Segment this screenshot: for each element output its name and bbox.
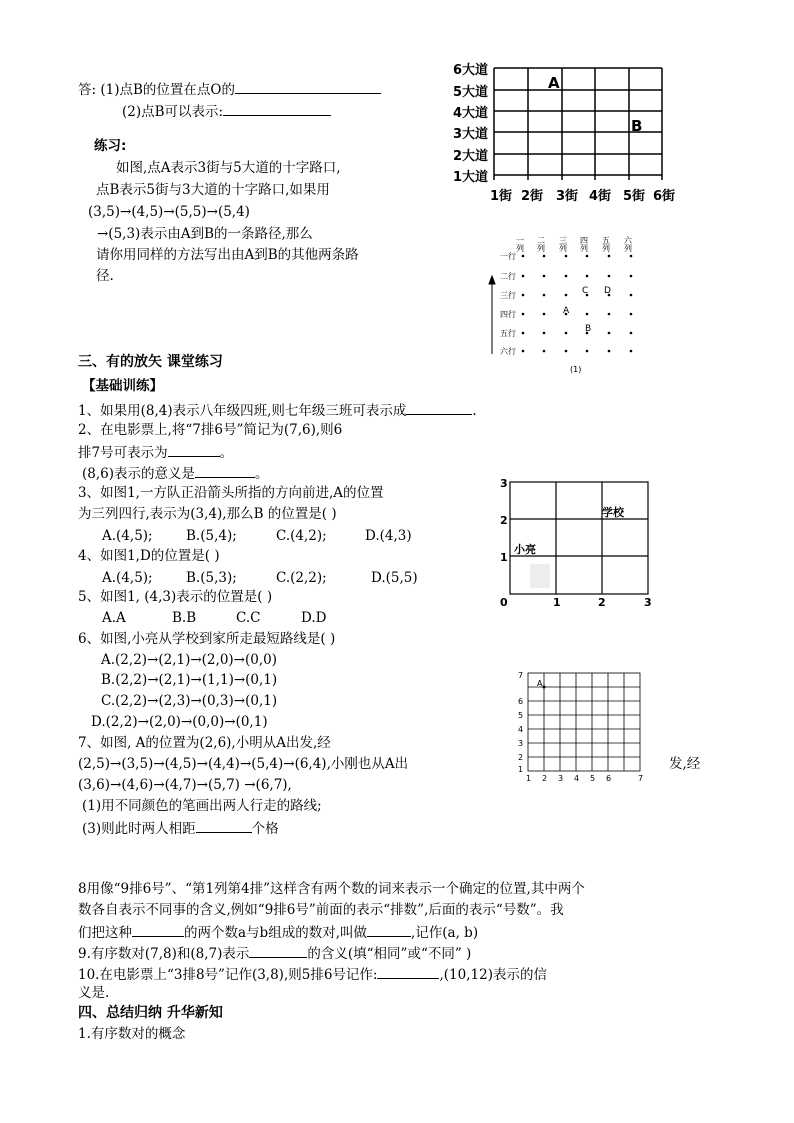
q4-option-d[interactable]: D.(5,5) [371,570,418,586]
q1-end: . [472,403,477,419]
street-point-b: B [631,117,643,135]
dot-grid-figure [486,226,646,376]
dot-grid-caption: (1) [570,365,582,374]
answer-q1: (1)点B的位置在点O的 [100,82,235,98]
q3-line-a: 3、如图1,一方队正沿箭头所指的方向前进,A的位置 [78,485,384,501]
avenue-label-4: 4大道 [453,106,489,121]
small-y-tick-5: 5 [518,711,524,720]
q1-blank[interactable] [406,400,472,415]
dot-grid-point-d: D [604,286,611,296]
q5-option-c[interactable]: C.C [236,610,261,626]
school-y-tick-1: 1 [500,551,508,564]
q2-line-a: 2、在电影票上,将“7排6号”简记为(7,6),则6 [78,422,343,438]
col-label-6: 六列 [623,236,633,252]
q6-option-a[interactable]: A.(2,2)→(2,1)→(2,0)→(0,0) [101,652,277,668]
q4-option-c[interactable]: C.(2,2); [276,570,327,586]
practice-line-4: →(5,3)表示由A到B的一条路径,那么 [97,226,313,242]
col-label-2: 二列 [536,236,546,252]
q2-line-b [78,442,233,462]
small-y-tick-6: 6 [518,697,524,706]
q7-text-e: (3)则此时两人相距 [82,821,196,837]
row-label-6: 六行 [500,347,516,356]
school-x-tick-2: 2 [598,596,606,609]
practice-title: 练习: [94,138,127,154]
street-label-5: 5街 [623,189,646,204]
answer-line-1 [78,79,381,99]
practice-line-2: 点B表示5街与3大道的十字路口,如果用 [96,182,330,198]
small-x-tick-5: 5 [590,774,596,783]
small-grid-figure [512,668,652,786]
q10-text-a: 10.在电影票上“3排8号”记作(3,8),则5排6号记作: [78,967,378,983]
q7-line-b: (2,5)→(3,5)→(4,5)→(4,4)→(5,4)→(6,4),小刚也从A出 [78,756,409,772]
q2-line-c [82,463,269,483]
small-y-tick-4: 4 [518,725,524,734]
q7-end-e: 个格 [251,821,279,837]
practice-line-6: 径. [96,268,114,284]
q3-option-a[interactable]: A.(4,5); [102,528,153,544]
school-x-tick-1: 1 [553,596,561,609]
q9-text-b: 的含义(填“相同”或“不同” ) [307,946,472,962]
school-x-tick-3: 3 [644,596,652,609]
q6-option-d[interactable]: D.(2,2)→(2,0)→(0,0)→(0,1) [91,714,268,730]
q2-text-c: (8,6)表示的意义是 [82,466,196,482]
q6-option-b[interactable]: B.(2,2)→(2,1)→(1,1)→(0,1) [101,672,278,688]
answer-q2: (2)点B可以表示: [122,104,224,120]
q3-option-b[interactable]: B.(5,4); [186,528,237,544]
q9-text-a: 9.有序数对(7,8)和(8,7)表示 [78,946,250,962]
q7-line-d: (1)用不同颜色的笔画出两人行走的路线; [82,798,322,814]
row-label-3: 三行 [500,291,516,300]
q9-blank[interactable] [249,943,307,958]
row-label-5: 五行 [500,329,516,338]
practice-line-3: (3,5)→(4,5)→(5,5)→(5,4) [88,204,250,220]
q8-line-3 [78,922,478,942]
q1-line [78,400,477,420]
q3-option-c[interactable]: C.(4,2); [276,528,327,544]
q2-end-c: 。 [255,466,269,482]
q10-line [78,964,547,984]
small-y-tick-1: 1 [518,765,524,774]
avenue-label-5: 5大道 [453,85,489,100]
practice-line-1: 如图,点A表示3街与5大道的十字路口, [116,160,341,176]
col-label-5: 五列 [601,236,611,252]
school-y-tick-2: 2 [500,514,508,527]
q7-line-a: 7、如图, A的位置为(2,6),小明从A出发,经 [78,735,331,751]
street-label-1: 1街 [490,189,513,204]
answer-line-2 [122,101,331,121]
small-x-tick-1: 1 [526,774,532,783]
q3-line-b: 为三列四行,表示为(3,4),那么B 的位置是( ) [78,506,337,522]
q4-line: 4、如图1,D的位置是( ) [78,548,220,564]
avenue-label-6: 6大道 [453,63,489,78]
dot-grid-point-b: B [585,324,592,334]
q3-option-d[interactable]: D.(4,3) [365,528,412,544]
small-x-tick-2: 2 [542,774,548,783]
section3-title: 三、有的放矢 课堂练习 [78,354,223,370]
q5-option-d[interactable]: D.D [301,610,327,626]
dot-grid-arrow [489,276,495,354]
street-point-a: A [548,74,560,92]
q1-text: 1、如果用(8,4)表示八年级四班,则七年级三班可表示成 [78,403,407,419]
row-label-1: 一行 [500,252,516,261]
small-grid-point-a: A [537,679,543,688]
q5-option-a[interactable]: A.A [102,610,126,626]
street-label-3: 3街 [556,189,579,204]
q7-line-e [82,818,279,838]
q8-text-c: ,记作(a, b) [410,925,479,941]
small-x-tick-7: 7 [638,774,644,783]
q8-text-b: 的两个数a与b组成的数对,叫做 [184,925,367,941]
street-map [450,60,690,210]
row-label-4: 四行 [500,310,516,319]
street-label-2: 2街 [521,189,544,204]
col-label-1: 一列 [515,236,525,252]
q5-option-b[interactable]: B.B [172,610,197,626]
avenue-label-3: 3大道 [453,127,489,142]
section4-title: 四、总结归纳 升华新知 [78,1005,223,1021]
answer-q2-blank[interactable] [223,101,331,116]
q6-line: 6、如图,小亮从学校到家所走最短路线是( ) [78,631,336,647]
q8-line-1: 8用像“9排6号”、“第1列第4排”这样含有两个数的词来表示一个确定的位置,其中两个 [78,881,585,897]
q2-text-b: 排7号可表示为 [78,445,168,461]
q9-line [78,943,471,963]
small-y-tick-7: 7 [518,671,524,680]
col-label-4: 四列 [579,236,589,252]
avenue-label-2: 2大道 [453,149,489,164]
q8-blank-1[interactable] [132,922,184,937]
street-label-4: 4街 [589,189,612,204]
dot-grid-point-c: C [582,286,589,296]
small-x-tick-4: 4 [574,774,580,783]
basic-training-heading: 【基础训练】 [82,378,163,394]
xiaoliang-label: 小亮 [514,543,536,556]
street-label-6: 6街 [653,189,676,204]
q10-text-b: ,(10,12)表示的信 [439,967,547,983]
answer-prefix: 答: [78,82,97,98]
practice-line-5: 请你用同样的方法写出由A到B的其他两条路 [96,247,359,263]
row-label-2: 二行 [500,272,516,281]
small-y-tick-3: 3 [518,739,524,748]
school-y-tick-3: 3 [500,477,508,490]
q8-text-a: 们把这种 [78,925,132,941]
avenue-label-1: 1大道 [453,170,489,185]
q8-blank-2[interactable] [367,922,411,937]
q4-option-a[interactable]: A.(4,5); [102,570,153,586]
section4-item-1: 1.有序数对的概念 [78,1026,186,1042]
small-x-tick-3: 3 [558,774,564,783]
q5-line: 5、如图1, (4,3)表示的位置是( ) [78,589,273,605]
q7-line-b-end: 发,经 [669,756,701,772]
answer-q1-blank[interactable] [235,79,381,94]
q7-blank[interactable] [196,818,252,833]
dot-grid-point-a: A [563,306,570,316]
q2-blank-1[interactable] [168,442,220,457]
small-y-tick-2: 2 [518,753,524,762]
school-label: 学校 [602,506,624,519]
q2-end-b: 。 [219,445,234,461]
q6-option-c[interactable]: C.(2,2)→(2,3)→(0,3)→(0,1) [101,693,278,709]
q2-blank-2[interactable] [195,463,255,478]
small-x-tick-6: 6 [606,774,612,783]
q10-line-c: 义是. [78,985,110,1001]
q10-blank[interactable] [377,964,439,979]
school-x-tick-0: 0 [500,596,508,609]
q7-line-c: (3,6)→(4,6)→(4,7)→(5,7) →(6,7), [78,777,292,793]
school-grid-figure [496,474,666,614]
q8-line-2: 数各自表示不同事的含义,例如“9排6号”前面的表示“排数”,后面的表示“号数”。我 [78,902,564,918]
col-label-3: 三列 [558,236,568,252]
q4-option-b[interactable]: B.(5,3); [186,570,237,586]
